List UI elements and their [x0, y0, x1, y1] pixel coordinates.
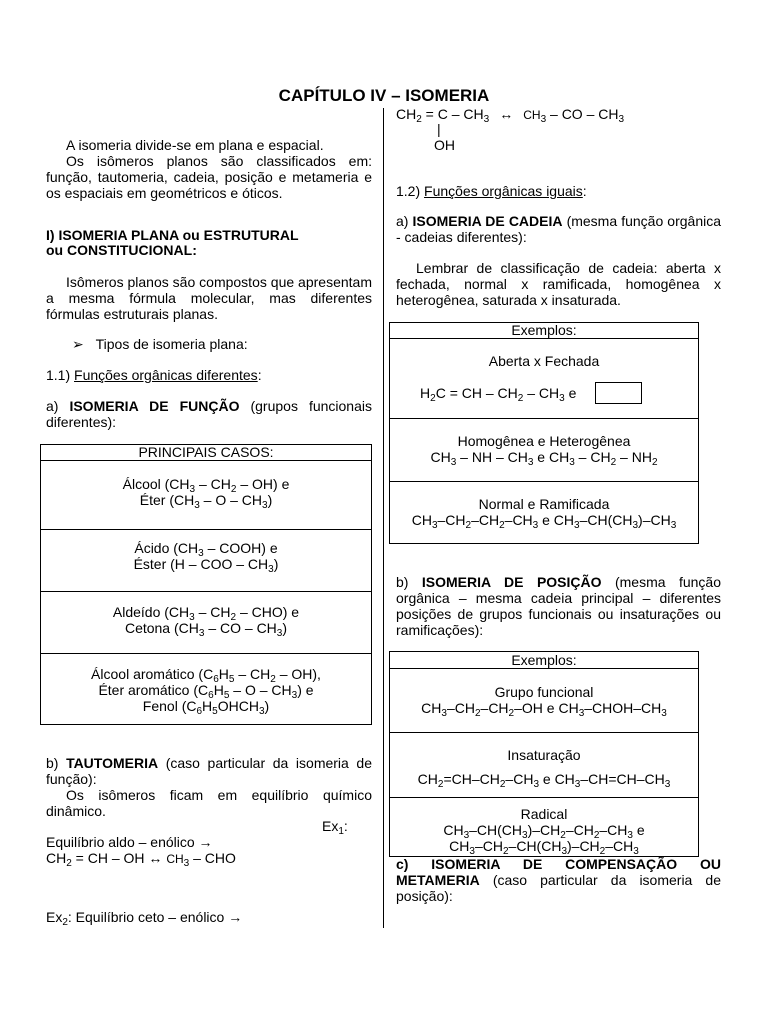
- example-equation: $CH_2=CH-CH_2-CH_3$ e $CH_3-CH=CH-CH_3$: [417, 771, 671, 790]
- left-intro: [46, 137, 372, 201]
- funcao-heading: ISOMERIA DE FUNÇÃO: [69, 398, 240, 414]
- table-header: PRINCIPAIS CASOS:: [138, 444, 274, 460]
- bullet-item: [72, 336, 248, 353]
- aldo-enolico-block: [46, 834, 236, 867]
- blank-structure-box: [595, 382, 642, 404]
- case-line: Fenol $(C_6H_5OHCH_3)$: [142, 698, 270, 717]
- ceto-enolico-equation: $CH_2 = C - CH_3$ ↔ $CH_3$ – CO – $CH_3$: [396, 106, 625, 125]
- posicao-heading: ISOMERIA DE POSIÇÃO: [421, 574, 602, 590]
- example-title: Aberta x Fechada: [488, 353, 600, 369]
- intro-paragraph-2: Os isômeros planos são classificados em: função, tautomeria, cadeia, posição e metameria e os espaciais em geométricos e óticos.: [46, 153, 372, 201]
- bullet-arrow-icon: ➢: [72, 336, 84, 352]
- subsection-colon: :: [257, 367, 262, 383]
- subsection-number: 1.1): [46, 367, 75, 383]
- funcao-description: (grupos funcionais diferentes):: [46, 398, 372, 430]
- plana-definition: Isômeros planos são compostos que apresentam a mesma fórmula molecular, mas diferentes fórmulas estruturais planas.: [46, 274, 372, 322]
- case-line: Éter ($CH_3$ – O – $CH_3$): [139, 492, 273, 511]
- case-line: Éster (H – COO – $CH_3$): [133, 556, 279, 575]
- case-line: Álcool $(CH_3 - CH_2 - OH)$ e: [122, 476, 290, 495]
- table-row: [41, 591, 371, 653]
- metameria-paragraph: [396, 856, 721, 904]
- aldo-enolico-label: Equilíbrio aldo – enólico →: [46, 834, 213, 850]
- column-divider: [383, 108, 384, 928]
- example-title: Insaturação: [507, 747, 581, 763]
- case-line: Álcool aromático $(C_6H_5 - CH_2 - OH)$,: [91, 666, 321, 685]
- posicao-examples-table: [389, 651, 699, 857]
- equilibrium-arrow-icon: ↔: [499, 106, 514, 122]
- tautomeria-description: Os isômeros ficam em equilíbrio químico dinâmico.: [46, 787, 372, 819]
- table-row: [390, 418, 698, 481]
- tautomeria-paragraph: b) TAUTOMERIA (caso particular da isomeria de função):: [46, 755, 372, 787]
- table-header: Exemplos:: [511, 322, 577, 338]
- intro-paragraph-1: A isomeria divide-se em plana e espacial.: [66, 137, 324, 153]
- example-equation: $CH_3-CH(CH_3)-CH_2-CH_2-CH_3$ e: [443, 822, 645, 841]
- example-equation: $CH_3-CH_2-CH(CH_3)-CH_2-CH_3$: [449, 838, 639, 857]
- item-letter: a): [46, 398, 70, 414]
- cadeia-heading: ISOMERIA DE CADEIA: [412, 213, 563, 229]
- table-row: [41, 529, 371, 591]
- subsection-1-1: [46, 367, 262, 383]
- posicao-paragraph: b) ISOMERIA DE POSIÇÃO (mesma função orgânica – mesma cadeia principal – diferentes posições de grupos funcionais ou insaturações ou ramificações):: [396, 574, 721, 638]
- table-header: Exemplos:: [511, 652, 577, 668]
- example-equation: $CH_3-CH_2-CH_2-OH$ e $CH_3-CHOH-CH_3$: [421, 700, 667, 719]
- oh-group: OH: [434, 137, 455, 153]
- aldo-enolico-equation: $CH_2$ = CH – OH ↔ $CH_3$ – CHO: [46, 850, 236, 869]
- case-line: Cetona ($CH_3$ – CO – $CH_3$): [124, 620, 288, 639]
- example-title: Grupo funcional: [494, 684, 594, 700]
- section-heading-line-1: I) ISOMERIA PLANA ou ESTRUTURAL: [46, 227, 299, 243]
- cadeia-note: Lembrar de classificação de cadeia: aberta x fechada, normal x ramificada, homogênea x heterogênea, saturada x insaturada.: [396, 260, 721, 308]
- principais-casos-table: [40, 444, 372, 725]
- table-row: [390, 668, 698, 732]
- table-row: [390, 732, 698, 797]
- example-2-label: $Ex_2$: Equilíbrio ceto – enólico →: [46, 909, 243, 928]
- example-equation: $CH_3-CH_2-CH_2-CH_3$ e $CH_3-CH(CH_3)-CH_3$: [411, 512, 677, 531]
- case-line: Éter aromático ($C_6H_5$ – O – $CH_3$) e: [98, 682, 314, 701]
- example-equation: $CH_3$ – NH – $CH_3$ e $CH_3 - CH_2 - NH_2$: [430, 449, 658, 468]
- case-line: Ácido ($CH_3$ – COOH) e: [134, 540, 278, 559]
- section-heading-line-2: ou CONSTITUCIONAL:: [46, 242, 197, 258]
- example-1-label: $Ex_1$:: [322, 818, 348, 837]
- metameria-heading: c) ISOMERIA DE COMPENSAÇÃO OU: [396, 856, 721, 872]
- table-row: [390, 481, 698, 543]
- section-heading-plana: [46, 228, 372, 258]
- table-row: [390, 797, 698, 856]
- example-title: Normal e Ramificada: [478, 496, 610, 512]
- example-title: Homogênea e Heterogênea: [457, 433, 631, 449]
- example-equation: $H_2C$ = CH – $CH_2 - CH_3$ e: [420, 385, 577, 404]
- cadeia-examples-table: [389, 322, 699, 544]
- page-title: CAPÍTULO IV – ISOMERIA: [278, 86, 490, 105]
- metameria-description: METAMERIA (caso particular da isomeria de posição):: [396, 872, 721, 904]
- subsection-1-2: 1.2) Funções orgânicas iguais:: [396, 183, 587, 199]
- example-title: Radical: [520, 806, 568, 822]
- tautomeria-heading: TAUTOMERIA: [66, 755, 159, 771]
- table-row: [390, 338, 698, 418]
- table-row: [41, 653, 371, 729]
- funcao-paragraph: [46, 398, 372, 430]
- cadeia-paragraph: a) ISOMERIA DE CADEIA (mesma função orgânica - cadeias diferentes):: [396, 213, 722, 245]
- bond-line: |: [437, 121, 441, 137]
- subsection-title: Funções orgânicas diferentes: [74, 367, 258, 383]
- case-line: Aldeído $(CH_3 - CH_2 - CHO)$ e: [112, 604, 300, 623]
- bullet-text: Tipos de isomeria plana:: [95, 336, 248, 352]
- table-row: [41, 460, 371, 529]
